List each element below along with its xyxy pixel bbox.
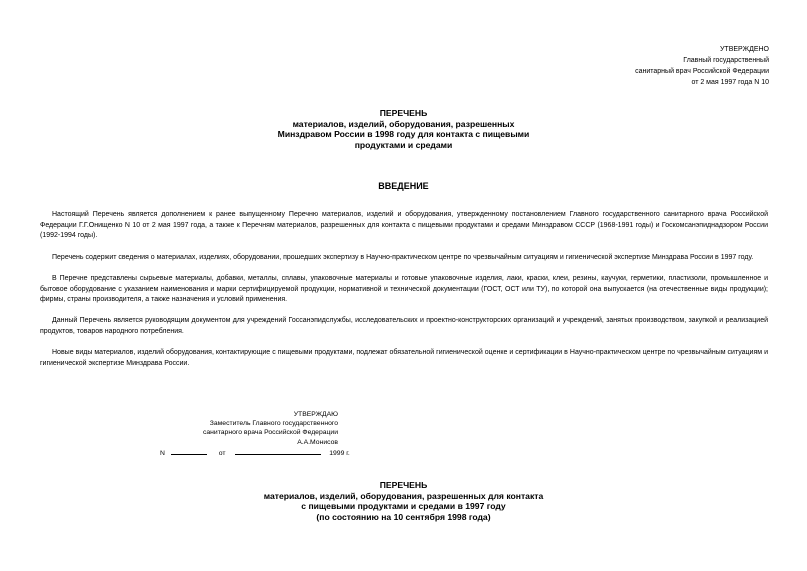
approval-position-line2: санитарного врача Российской Федерации bbox=[203, 429, 338, 437]
approval-label: УТВЕРЖДАЮ bbox=[293, 411, 338, 418]
intro-heading: ВВЕДЕНИЕ bbox=[378, 181, 429, 191]
approver-name: А.А.Монисов bbox=[297, 438, 338, 446]
paragraph: Данный Перечень является руководящим документом для учреждений Госсанэпидслужбы, исследовательских и проектно-конструкторских организаций и учреждений, занятых производством, закупкой и реализацией продуктов, товаров народного потребления. bbox=[40, 317, 768, 336]
date-blank bbox=[235, 447, 321, 455]
title-line-2: материалов, изделий, оборудования, разрешенных для контакта bbox=[263, 490, 544, 501]
number-label: N bbox=[160, 450, 165, 457]
title-line-3: с пищевыми продуктами и средами в 1997 году bbox=[301, 501, 506, 511]
paragraph: В Перечне представлены сырьевые материалы, добавки, металлы, сплавы, упаковочные материалы и готовые упаковочные изделия, лаки, краски, клеи, резины, каучуки, герметики, пластизоли, промышленное и бытовое оборудование с указанием наименования и марки сертифицируемой продукции, нормативной и технической документации (ГОСТ, ОСТ или ТУ), по которой она выпускается (на отечественные виды продукции); фирмы, страны производителя, а также назначения и условий применения. bbox=[40, 274, 768, 304]
number-blank bbox=[171, 447, 207, 455]
approval-position-line1: Главный государственный bbox=[683, 57, 769, 64]
approval-stamp-top bbox=[635, 44, 769, 88]
approval-date: от 2 мая 1997 года N 10 bbox=[691, 79, 769, 86]
approval-position-line1: Заместитель Главного государственного bbox=[209, 420, 338, 428]
title-line-4: продуктами и средами bbox=[354, 139, 453, 150]
paragraph: Настоящий Перечень является дополнением к ранее выпущенному Перечню материалов, изделий и оборудования, утвержденному постановлением Главного государственного санитарного врача Российской Федерации Г.Г.Онищенко N 10 от 2 мая 1997 года, а также к Перечням материалов, разрешенных для контакта с пищевыми продуктами и средами Минздравом СССР (1968-1991 годы) и Госкомсанэпиднадзором России (1992-1994 годы). bbox=[40, 211, 768, 240]
title-line-1: ПЕРЕЧЕНЬ bbox=[379, 480, 428, 490]
document-title bbox=[0, 108, 807, 150]
list-title bbox=[0, 480, 807, 522]
approval-number-date-line bbox=[160, 447, 350, 457]
paragraph: Новые виды материалов, изделий оборудования, контактирующие с пищевыми продуктами, подлежат обязательной гигиенической оценке и сертификации в Научно-практическом центре по чрезвычайным ситуациям и гигиенической экспертизе Минздрава России. bbox=[40, 349, 768, 368]
approval-position-line2: санитарный врач Российской Федерации bbox=[635, 68, 769, 75]
year-suffix: 1999 г. bbox=[329, 450, 350, 457]
title-line-1: ПЕРЕЧЕНЬ bbox=[379, 108, 428, 118]
title-line-4: (по состоянию на 10 сентября 1998 года) bbox=[316, 511, 491, 522]
title-line-3: Минздравом России в 1998 году для контакта с пищевыми bbox=[277, 129, 530, 139]
from-label: от bbox=[218, 450, 226, 457]
paragraph: Перечень содержит сведения о материалах, изделиях, оборудовании, прошедших экспертизу в Научно-практическом центре по чрезвычайным ситуациям и гигиенической экспертизе Минздрава России в 1997 году. bbox=[52, 253, 754, 261]
approval-label: УТВЕРЖДЕНО bbox=[719, 46, 769, 53]
intro-body bbox=[40, 210, 768, 380]
approval-stamp-bottom bbox=[150, 410, 338, 447]
title-line-2: материалов, изделий, оборудования, разрешенных bbox=[292, 118, 515, 129]
